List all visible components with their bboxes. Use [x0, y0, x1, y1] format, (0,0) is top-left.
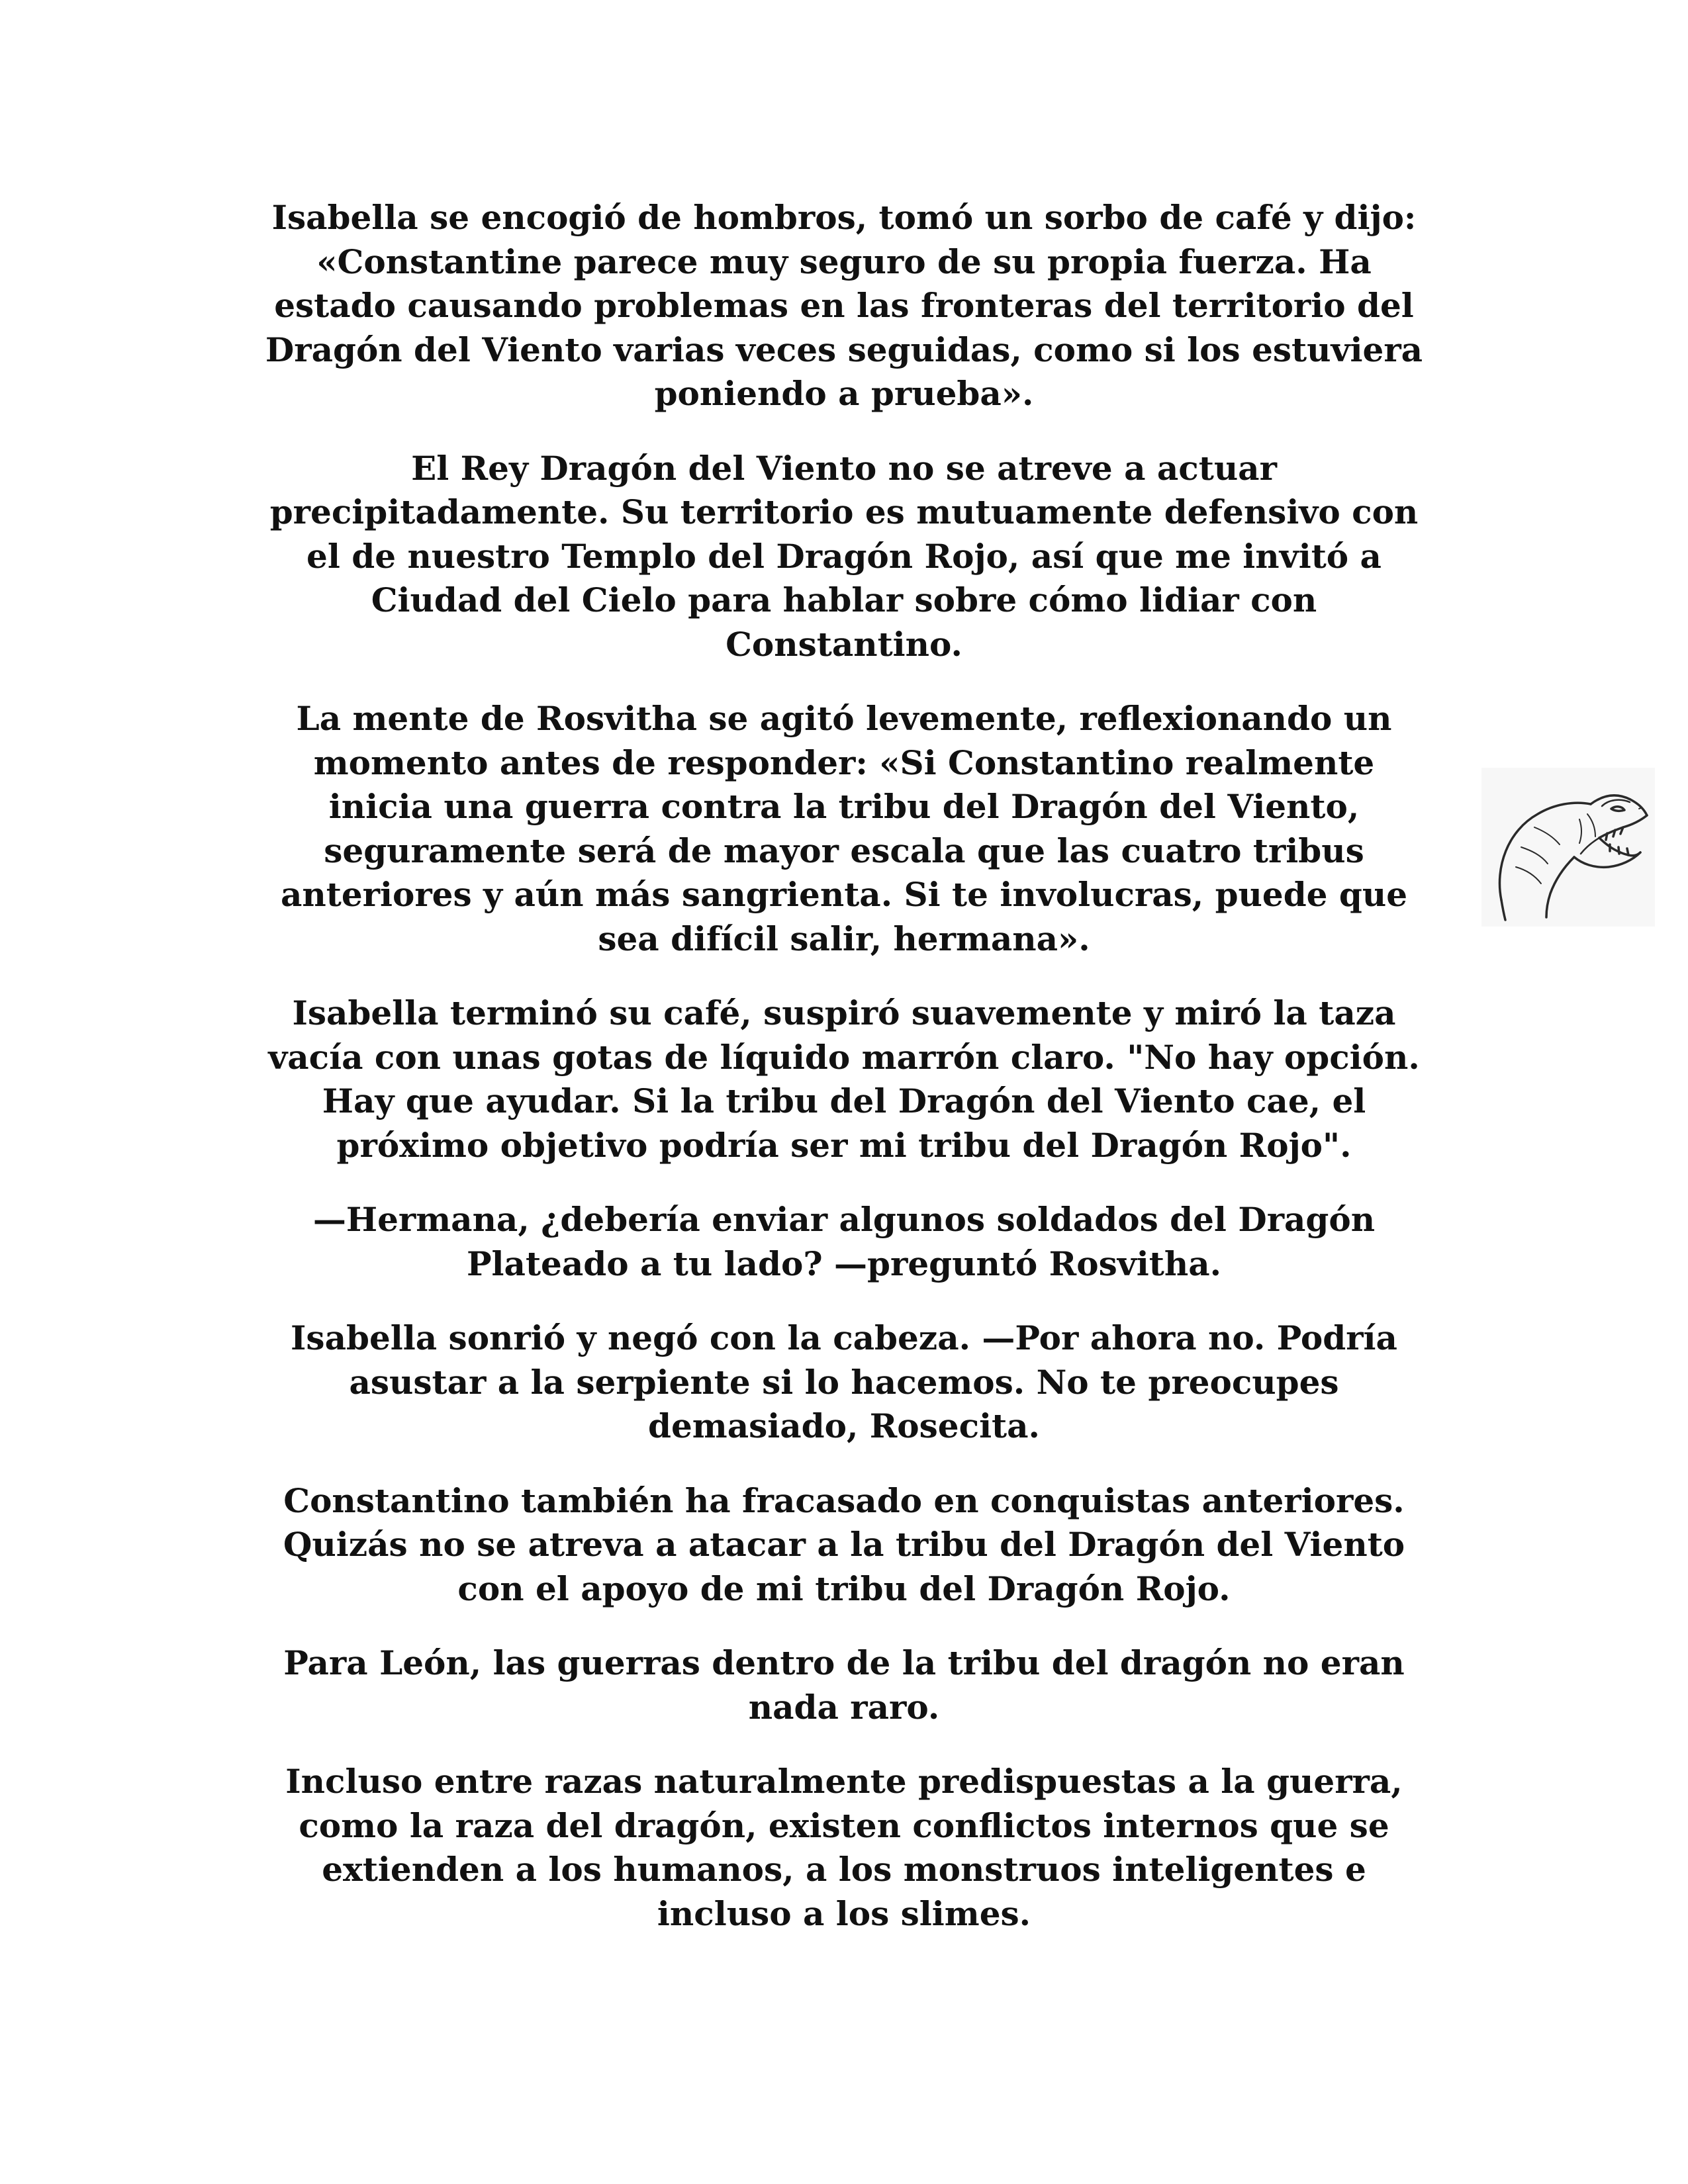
text-line: demasiado, Rosecita.	[648, 1406, 1040, 1445]
paragraph-5	[225, 1198, 1463, 1286]
text-line: como la raza del dragón, existen conflictos internos que se	[299, 1805, 1389, 1845]
document-body	[225, 196, 1463, 1966]
paragraph-8	[225, 1641, 1463, 1729]
text-line: estado causando problemas en las fronteras del territorio del	[274, 286, 1414, 325]
text-line: Isabella sonrió y negó con la cabeza. —Por ahora no. Podría	[291, 1318, 1397, 1357]
text-line: con el apoyo de mi tribu del Dragón Rojo.	[457, 1569, 1231, 1608]
paragraph-3	[225, 697, 1463, 961]
text-line: «Constantine parece muy seguro de su propia fuerza. Ha	[316, 242, 1372, 281]
text-line: incluso a los slimes.	[657, 1893, 1031, 1933]
text-line: sea difícil salir, hermana».	[598, 919, 1090, 958]
text-line: anteriores y aún más sangrienta. Si te involucras, puede que	[280, 875, 1408, 914]
text-line: El Rey Dragón del Viento no se atreve a actuar	[411, 448, 1277, 488]
paragraph-1	[225, 196, 1463, 416]
text-line: —Hermana, ¿debería enviar algunos soldados del Dragón	[312, 1200, 1376, 1239]
text-line: Para León, las guerras dentro de la tribu del dragón no eran	[283, 1643, 1405, 1682]
text-line: Dragón del Viento varias veces seguidas, como si los estuviera	[265, 330, 1423, 369]
text-line: La mente de Rosvitha se agitó levemente, reflexionando un	[296, 699, 1392, 738]
text-line: vacía con unas gotas de líquido marrón claro. "No hay opción.	[268, 1037, 1420, 1077]
text-line: Incluso entre razas naturalmente predispuestas a la guerra,	[285, 1762, 1403, 1801]
paragraph-2	[225, 447, 1463, 667]
text-line: el de nuestro Templo del Dragón Rojo, así que me invitó a	[306, 536, 1382, 576]
paragraph-6	[225, 1316, 1463, 1449]
text-line: Quizás no se atreva a atacar a la tribu del Dragón del Viento	[283, 1525, 1405, 1564]
text-line: precipitadamente. Su territorio es mutuamente defensivo con	[269, 492, 1419, 531]
text-line: extienden a los humanos, a los monstruos inteligentes e	[322, 1850, 1366, 1889]
text-line: Plateado a tu lado? —preguntó Rosvitha.	[466, 1244, 1222, 1283]
text-line: Ciudad del Cielo para hablar sobre cómo lidiar con	[371, 580, 1317, 619]
text-line: Constantino.	[726, 624, 962, 664]
text-line: momento antes de responder: «Si Constantino realmente	[313, 743, 1375, 782]
text-line: Isabella terminó su café, suspiró suavemente y miró la taza	[292, 993, 1396, 1032]
text-line: poniendo a prueba».	[654, 374, 1034, 413]
text-line: asustar a la serpiente si lo hacemos. No te preocupes	[349, 1362, 1339, 1402]
text-line: nada raro.	[748, 1687, 940, 1727]
paragraph-7	[225, 1479, 1463, 1612]
text-line: inicia una guerra contra la tribu del Dragón del Viento,	[328, 787, 1360, 826]
paragraph-9	[225, 1760, 1463, 1936]
text-line: próximo objetivo podría ser mi tribu del Dragón Rojo".	[336, 1125, 1352, 1165]
text-line: Constantino también ha fracasado en conquistas anteriores.	[283, 1480, 1405, 1520]
text-line: seguramente será de mayor escala que las cuatro tribus	[324, 831, 1364, 870]
dragon-head-icon	[1481, 768, 1655, 927]
paragraph-4	[225, 991, 1463, 1167]
text-line: Isabella se encogió de hombros, tomó un sorbo de café y dijo:	[271, 198, 1417, 237]
text-line: Hay que ayudar. Si la tribu del Dragón del Viento cae, el	[322, 1081, 1366, 1120]
